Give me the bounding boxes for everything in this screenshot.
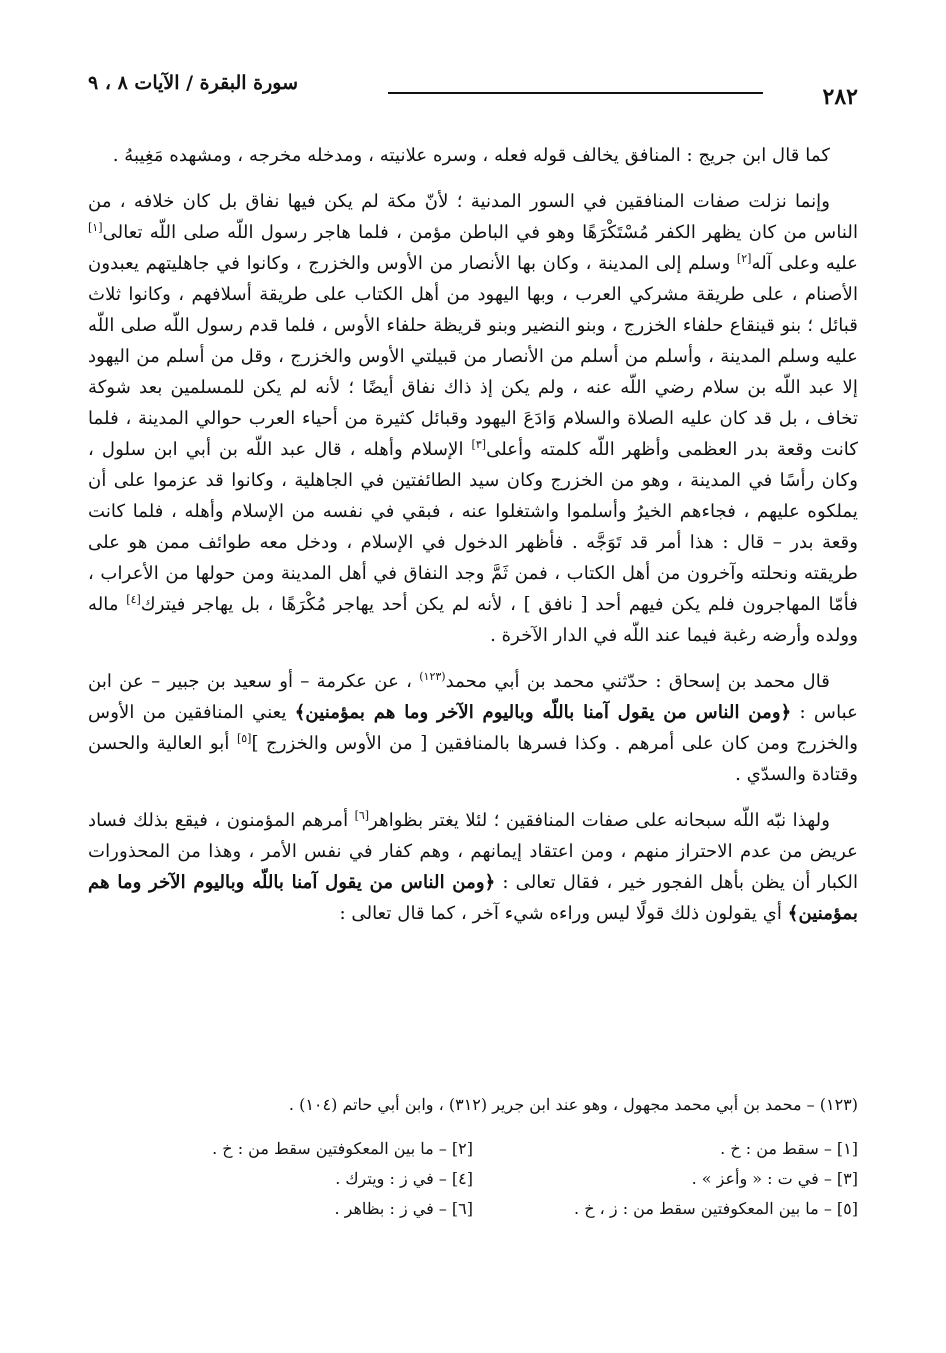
footnote-2: [٢] – ما بين المعكوفتين سقط من : خ . (212, 1139, 473, 1158)
footnote-6: [٦] – في ز : بظاهر . (334, 1199, 473, 1218)
paragraph-3-text-c: يعني المنافقين من الأوس والخزرج ومن كان على أمرهم . وكذا فسرها بالمنافقين [ من الأوس والخزرج ] (88, 702, 858, 754)
paragraph-4-text-c: أي يقولون ذلك قولًا ليس وراءه شيء آخر ، كما قال تعالى : (339, 903, 782, 924)
paragraph-2-text-e: ماله وولده وأرضه رغبة فيما عند اللّه في الدار الآخرة . (88, 594, 858, 646)
paragraph-1-text: كما قال ابن جريج : المنافق يخالف قوله فعله ، وسره علانيته ، ومدخله مخرجه ، ومشهده مَغِيبهُ . (112, 145, 830, 166)
paragraph-4-text-b: أمرهم المؤمنون ، فيقع بذلك فساد عريض من عدم الاحتراز منهم ، ومن اعتقاد إيمانهم ، وهم كفار في نفس الأمر ، وهذا من المحذورات الكبار أن يظن بأهل الفجور خير ، فقال تعالى : (88, 810, 858, 893)
footnote-ref-2: [٢] (736, 251, 752, 265)
paragraph-1 (88, 140, 858, 171)
footnote-1: [١] – سقط من : خ . (720, 1139, 858, 1158)
footnote-ref-3: [٣] (471, 437, 487, 451)
footnote-4: [٤] – في ز : ويترك . (335, 1169, 473, 1188)
paragraph-3-text-a: قال محمد بن إسحاق : حدّثني محمد بن أبي محمد (445, 671, 830, 692)
paragraph-2-text-a: وإنما نزلت صفات المنافقين في السور المدنية ؛ لأنّ مكة لم يكن فيها نفاق بل كان خلافه ، من الناس من كان يظهر الكفر مُسْتَكْرَهًا وهو في الباطن مؤمن ، فلما هاجر رسول اللّه صلى اللّه تعالى (88, 191, 858, 243)
running-title: سورة البقرة / الآيات ٨ ، ٩ (88, 72, 299, 94)
paragraph-3 (88, 666, 858, 790)
footnote-ref-6: [٦] (354, 808, 370, 822)
page-header (88, 70, 858, 110)
paragraph-2-text-d: الإسلام وأهله ، قال عبد اللّه بن أبي ابن سلول ، وكان رأسًا في المدينة ، وهو من الخزرج وكان سيد الطائفتين في الجاهلية ، وكانوا قد عزموا على أن يملكوه عليهم ، فجاءهم الخيرُ وأسلموا واشتغلوا عنه ، فبقي في نفسه من الإسلام وأهله ، فلما كانت وقعة بدر – قال : هذا أمر قد تَوَجَّه . فأظهر الدخول في الإسلام ، ودخل معه طوائف ممن هو على طريقته ونحلته وآخرون من أهل الكتاب ، فمن ثَمَّ وجد النفاق في أهل المدينة ومن حولها من الأعراب ، فأمّا المهاجرون فلم يكن فيهم أحد [ نافق ] ، لأنه لم يكن أحد يهاجر مُكْرَهًا ، بل يهاجر فيترك (88, 439, 858, 615)
page-number: ٢٨٢ (822, 84, 858, 110)
paragraph-3-text-d: أبو العالية والحسن وقتادة والسدّي . (88, 733, 858, 785)
paragraph-4 (88, 805, 858, 929)
paragraph-2 (88, 186, 858, 651)
quran-verse-1: ﴿ومن الناس من يقول آمنا باللّه وباليوم الآخر وما هم بمؤمنين﴾ (294, 702, 792, 723)
main-text (88, 140, 858, 944)
footnote-ref-5: [٥] (236, 731, 252, 745)
header-rule (388, 92, 763, 94)
footnote-row (88, 1194, 858, 1224)
footnote-5: [٥] – ما بين المعكوفتين سقط من : ز ، خ . (574, 1199, 858, 1218)
paragraph-4-text-a: ولهذا نبّه اللّه سبحانه على صفات المنافقين ؛ لئلا يغتر بظواهر (369, 810, 830, 831)
footnote-row (88, 1134, 858, 1164)
paragraph-2-text-c: وسلم إلى المدينة ، وكان بها الأنصار من الأوس والخزرج ، وكانوا في جاهليتهم يعبدون الأصنام ، على طريقة مشركي العرب ، وبها اليهود من أهل الكتاب على طريقة أسلافهم ، وكانوا ثلاث قبائل ؛ بنو قينقاع حلفاء الخزرج ، وبنو النضير وبنو قريظة حلفاء الأوس ، فلما قدم رسول اللّه صلى اللّه عليه وسلم المدينة ، وأسلم من أسلم من الأنصار من قبيلتي الأوس والخزرج ، وقل من أسلم من اليهود إلا عبد اللّه بن سلام رضي اللّه عنه ، ولم يكن إذ ذاك نفاق أيضًا ؛ لأنه لم يكن للمسلمين بعد شوكة تخاف ، بل قد كان عليه الصلاة والسلام وَادَعَ اليهود وقبائل كثيرة من أحياء العرب حوالي المدينة ، فلما كانت وقعة بدر العظمى وأظهر اللّه كلمته وأعلى (88, 253, 858, 460)
footnotes (88, 1090, 858, 1224)
footnote-ref-4: [٤] (126, 592, 141, 606)
footnote-ref-123: (١٢٣) (419, 669, 446, 683)
paragraph-2-text-b: عليه وعلى آله (751, 253, 858, 274)
footnote-ref-1: [١] (88, 220, 103, 234)
quran-verse-2: ﴿ومن الناس من يقول آمنا باللّه وباليوم الآخر وما هم بمؤمنين﴾ (88, 872, 858, 924)
footnote-3: [٣] – في ت : « وأعز » . (691, 1169, 858, 1188)
footnote-row (88, 1164, 858, 1194)
footnote-123: (١٢٣) – محمد بن أبي محمد مجهول ، وهو عند ابن جرير (٣١٢) ، وابن أبي حاتم (١٠٤) . (288, 1095, 858, 1114)
paragraph-3-text-b: ، عن عكرمة – أو سعيد بن جبير – عن ابن عباس : (88, 671, 858, 723)
